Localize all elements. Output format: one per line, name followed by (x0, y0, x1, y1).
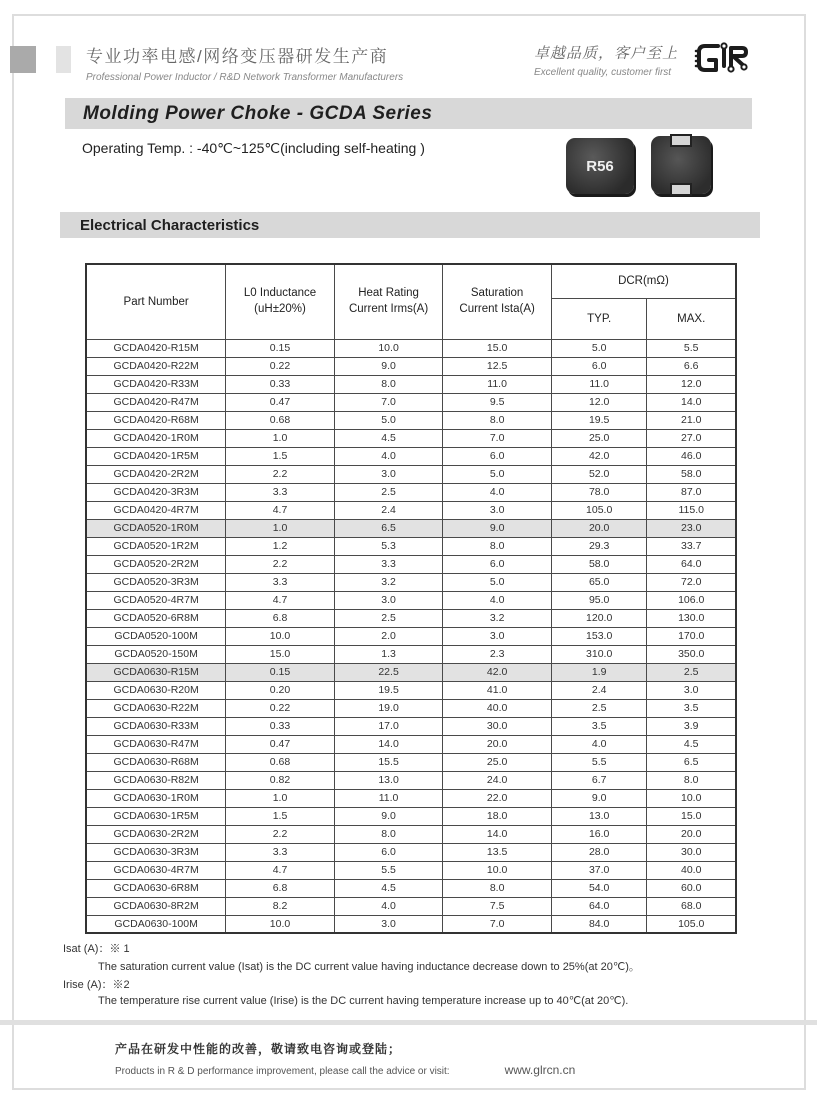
value-cell: 13.0 (334, 771, 443, 789)
part-number-cell: GCDA0420-R22M (86, 357, 226, 375)
col-header-dcr: DCR(mΩ) (551, 264, 736, 298)
value-cell: 22.5 (334, 663, 443, 681)
part-number-cell: GCDA0520-1R2M (86, 537, 226, 555)
slogan-en: Excellent quality, customer first (534, 67, 672, 78)
value-cell: 42.0 (443, 663, 552, 681)
value-cell: 16.0 (551, 825, 647, 843)
value-cell: 6.0 (334, 843, 443, 861)
value-cell: 54.0 (551, 879, 647, 897)
irise-note-label: Irise (A)：※2 (63, 979, 130, 991)
value-cell: 19.0 (334, 699, 443, 717)
table-row (86, 735, 736, 753)
value-cell: 10.0 (647, 789, 736, 807)
part-number-cell: GCDA0420-4R7M (86, 501, 226, 519)
value-cell: 1.9 (551, 663, 647, 681)
slogan (534, 42, 678, 78)
table-row (86, 609, 736, 627)
part-number-cell: GCDA0420-3R3M (86, 483, 226, 501)
col-header-saturation (443, 264, 552, 339)
part-number-cell: GCDA0630-4R7M (86, 861, 226, 879)
table-row (86, 681, 736, 699)
inductor-bottom-photo (651, 136, 711, 194)
value-cell: 14.0 (334, 735, 443, 753)
value-cell: 9.5 (443, 393, 552, 411)
value-cell: 46.0 (647, 447, 736, 465)
company-name-zh: 专业功率电感/网络变压器研发生产商 (86, 47, 389, 66)
value-cell: 4.5 (647, 735, 736, 753)
part-number-cell: GCDA0630-R82M (86, 771, 226, 789)
value-cell: 310.0 (551, 645, 647, 663)
operating-temp-text: Operating Temp. : -40℃~125℃(including self-heating ) (82, 140, 425, 156)
value-cell: 7.0 (443, 429, 552, 447)
value-cell: 130.0 (647, 609, 736, 627)
col-header-heat-rating (334, 264, 443, 339)
value-cell: 1.2 (226, 537, 335, 555)
website-link[interactable]: www.glrcn.cn (504, 1063, 576, 1077)
part-number-cell: GCDA0630-R33M (86, 717, 226, 735)
isat-note-text: The saturation current value (Isat) is the DC current value having inductance decrease down to 25%(at 20℃)。 (98, 961, 640, 973)
value-cell: 84.0 (551, 915, 647, 933)
part-number-cell: GCDA0420-1R0M (86, 429, 226, 447)
part-number-cell: GCDA0630-2R2M (86, 825, 226, 843)
value-cell: 0.15 (226, 339, 335, 357)
value-cell: 105.0 (551, 501, 647, 519)
value-cell: 4.0 (334, 447, 443, 465)
value-cell: 6.6 (647, 357, 736, 375)
value-cell: 4.7 (226, 861, 335, 879)
part-number-cell: GCDA0520-150M (86, 645, 226, 663)
value-cell: 18.0 (443, 807, 552, 825)
value-cell: 4.0 (443, 591, 552, 609)
value-cell: 8.0 (443, 879, 552, 897)
value-cell: 3.0 (647, 681, 736, 699)
value-cell: 2.5 (334, 483, 443, 501)
value-cell: 8.0 (334, 375, 443, 393)
table-row (86, 825, 736, 843)
part-number-cell: GCDA0520-3R3M (86, 573, 226, 591)
value-cell: 5.0 (334, 411, 443, 429)
irise-note-text: The temperature rise current value (Irise) is the DC current having temperature increase up to 40℃(at 20℃). (98, 995, 629, 1007)
terminal-pad (670, 183, 692, 196)
value-cell: 11.0 (443, 375, 552, 393)
col-header-sat-line1: Saturation (470, 287, 524, 300)
value-cell: 0.47 (226, 735, 335, 753)
company-logo-icon (694, 38, 750, 80)
part-number-cell: GCDA0520-6R8M (86, 609, 226, 627)
part-number-cell: GCDA0630-3R3M (86, 843, 226, 861)
table-row (86, 807, 736, 825)
value-cell: 17.0 (334, 717, 443, 735)
value-cell: 10.0 (226, 915, 335, 933)
col-header-inductance (226, 264, 335, 339)
value-cell: 23.0 (647, 519, 736, 537)
value-cell: 1.5 (226, 807, 335, 825)
part-number-cell: GCDA0420-R47M (86, 393, 226, 411)
table-row (86, 393, 736, 411)
deco-square-light (56, 46, 71, 73)
table-body (86, 339, 736, 933)
value-cell: 95.0 (551, 591, 647, 609)
value-cell: 60.0 (647, 879, 736, 897)
table-row (86, 717, 736, 735)
value-cell: 3.2 (334, 573, 443, 591)
value-cell: 15.0 (443, 339, 552, 357)
value-cell: 10.0 (443, 861, 552, 879)
section-header-bar (60, 212, 760, 238)
inductor-top-photo (566, 138, 634, 194)
inductor-marking: R56 (586, 157, 614, 175)
value-cell: 2.5 (334, 609, 443, 627)
table-row (86, 915, 736, 933)
value-cell: 3.3 (226, 483, 335, 501)
value-cell: 5.0 (443, 573, 552, 591)
value-cell: 78.0 (551, 483, 647, 501)
value-cell: 25.0 (443, 753, 552, 771)
value-cell: 64.0 (551, 897, 647, 915)
value-cell: 2.2 (226, 555, 335, 573)
part-number-cell: GCDA0420-R15M (86, 339, 226, 357)
value-cell: 5.5 (647, 339, 736, 357)
part-number-cell: GCDA0630-R47M (86, 735, 226, 753)
value-cell: 2.4 (551, 681, 647, 699)
value-cell: 3.5 (647, 699, 736, 717)
value-cell: 7.5 (443, 897, 552, 915)
value-cell: 22.0 (443, 789, 552, 807)
col-header-inductance-line2: (uH±20%) (254, 302, 306, 315)
value-cell: 8.0 (334, 825, 443, 843)
value-cell: 3.0 (443, 501, 552, 519)
value-cell: 1.0 (226, 429, 335, 447)
value-cell: 7.0 (334, 393, 443, 411)
table-row (86, 573, 736, 591)
value-cell: 28.0 (551, 843, 647, 861)
value-cell: 4.0 (551, 735, 647, 753)
value-cell: 25.0 (551, 429, 647, 447)
part-number-cell: GCDA0630-1R0M (86, 789, 226, 807)
value-cell: 2.5 (551, 699, 647, 717)
value-cell: 12.5 (443, 357, 552, 375)
table-row (86, 537, 736, 555)
value-cell: 2.2 (226, 825, 335, 843)
value-cell: 6.5 (334, 519, 443, 537)
value-cell: 115.0 (647, 501, 736, 519)
value-cell: 5.5 (551, 753, 647, 771)
value-cell: 7.0 (443, 915, 552, 933)
value-cell: 6.0 (443, 555, 552, 573)
value-cell: 10.0 (226, 627, 335, 645)
part-number-cell: GCDA0420-1R5M (86, 447, 226, 465)
value-cell: 0.33 (226, 717, 335, 735)
part-number-cell: GCDA0420-R68M (86, 411, 226, 429)
value-cell: 15.0 (647, 807, 736, 825)
value-cell: 3.3 (226, 573, 335, 591)
part-number-cell: GCDA0520-1R0M (86, 519, 226, 537)
value-cell: 33.7 (647, 537, 736, 555)
value-cell: 4.5 (334, 429, 443, 447)
value-cell: 10.0 (334, 339, 443, 357)
value-cell: 21.0 (647, 411, 736, 429)
value-cell: 27.0 (647, 429, 736, 447)
part-number-cell: GCDA0630-R68M (86, 753, 226, 771)
part-number-cell: GCDA0520-100M (86, 627, 226, 645)
value-cell: 0.20 (226, 681, 335, 699)
value-cell: 30.0 (647, 843, 736, 861)
table-row (86, 861, 736, 879)
value-cell: 24.0 (443, 771, 552, 789)
table-row (86, 591, 736, 609)
value-cell: 0.47 (226, 393, 335, 411)
value-cell: 4.7 (226, 591, 335, 609)
value-cell: 4.0 (443, 483, 552, 501)
value-cell: 11.0 (334, 789, 443, 807)
value-cell: 40.0 (647, 861, 736, 879)
value-cell: 0.68 (226, 753, 335, 771)
part-number-cell: GCDA0520-4R7M (86, 591, 226, 609)
value-cell: 6.8 (226, 609, 335, 627)
table-row (86, 789, 736, 807)
value-cell: 42.0 (551, 447, 647, 465)
value-cell: 105.0 (647, 915, 736, 933)
value-cell: 3.3 (226, 843, 335, 861)
value-cell: 1.3 (334, 645, 443, 663)
value-cell: 65.0 (551, 573, 647, 591)
part-number-cell: GCDA0420-R33M (86, 375, 226, 393)
value-cell: 153.0 (551, 627, 647, 645)
terminal-pad (670, 134, 692, 147)
value-cell: 12.0 (647, 375, 736, 393)
value-cell: 5.0 (443, 465, 552, 483)
value-cell: 3.9 (647, 717, 736, 735)
footer-text-zh: 产品在研发中性能的改善，敬请致电咨询或登陆； (115, 1042, 402, 1056)
table-row (86, 663, 736, 681)
company-name-en: Professional Power Inductor / R&D Network Transformer Manufacturers (86, 72, 404, 83)
table-row (86, 645, 736, 663)
value-cell: 15.5 (334, 753, 443, 771)
value-cell: 6.5 (647, 753, 736, 771)
value-cell: 350.0 (647, 645, 736, 663)
value-cell: 6.8 (226, 879, 335, 897)
value-cell: 170.0 (647, 627, 736, 645)
value-cell: 106.0 (647, 591, 736, 609)
value-cell: 12.0 (551, 393, 647, 411)
value-cell: 29.3 (551, 537, 647, 555)
value-cell: 5.5 (334, 861, 443, 879)
value-cell: 3.0 (443, 627, 552, 645)
page-title-bar (65, 98, 752, 129)
value-cell: 37.0 (551, 861, 647, 879)
value-cell: 9.0 (551, 789, 647, 807)
table-row (86, 879, 736, 897)
value-cell: 30.0 (443, 717, 552, 735)
table-row (86, 843, 736, 861)
value-cell: 14.0 (647, 393, 736, 411)
value-cell: 5.0 (551, 339, 647, 357)
value-cell: 64.0 (647, 555, 736, 573)
value-cell: 1.0 (226, 789, 335, 807)
company-header (86, 42, 403, 83)
value-cell: 4.7 (226, 501, 335, 519)
col-header-heat-line2: Current Irms(A) (348, 302, 429, 315)
value-cell: 52.0 (551, 465, 647, 483)
value-cell: 3.3 (334, 555, 443, 573)
table-row (86, 501, 736, 519)
value-cell: 58.0 (647, 465, 736, 483)
part-number-cell: GCDA0630-6R8M (86, 879, 226, 897)
page-title: Molding Power Choke - GCDA Series (83, 102, 433, 124)
table-row (86, 465, 736, 483)
value-cell: 3.5 (551, 717, 647, 735)
value-cell: 8.0 (443, 537, 552, 555)
value-cell: 68.0 (647, 897, 736, 915)
footer-text-en: Products in R & D performance improvement, please call the advice or visit: (115, 1066, 450, 1077)
value-cell: 3.2 (443, 609, 552, 627)
footer-divider (0, 1020, 817, 1025)
value-cell: 2.4 (334, 501, 443, 519)
value-cell: 14.0 (443, 825, 552, 843)
electrical-characteristics-table (85, 263, 737, 934)
value-cell: 41.0 (443, 681, 552, 699)
value-cell: 8.0 (647, 771, 736, 789)
value-cell: 6.0 (443, 447, 552, 465)
value-cell: 1.5 (226, 447, 335, 465)
value-cell: 0.68 (226, 411, 335, 429)
section-title: Electrical Characteristics (80, 216, 260, 234)
value-cell: 6.0 (551, 357, 647, 375)
value-cell: 15.0 (226, 645, 335, 663)
table-row (86, 339, 736, 357)
value-cell: 6.7 (551, 771, 647, 789)
footer (115, 1040, 575, 1077)
value-cell: 72.0 (647, 573, 736, 591)
value-cell: 0.82 (226, 771, 335, 789)
col-header-sat-line2: Current Ista(A) (459, 302, 535, 315)
value-cell: 19.5 (551, 411, 647, 429)
deco-square-dark (10, 46, 36, 73)
table-row (86, 555, 736, 573)
part-number-cell: GCDA0630-R15M (86, 663, 226, 681)
table-row (86, 411, 736, 429)
value-cell: 19.5 (334, 681, 443, 699)
value-cell: 4.0 (334, 897, 443, 915)
value-cell: 87.0 (647, 483, 736, 501)
value-cell: 1.0 (226, 519, 335, 537)
value-cell: 2.0 (334, 627, 443, 645)
value-cell: 0.33 (226, 375, 335, 393)
table-row (86, 447, 736, 465)
part-number-cell: GCDA0630-1R5M (86, 807, 226, 825)
value-cell: 9.0 (334, 807, 443, 825)
isat-note-label: Isat (A)：※ 1 (63, 943, 130, 955)
value-cell: 0.15 (226, 663, 335, 681)
value-cell: 0.22 (226, 357, 335, 375)
col-header-part-number: Part Number (86, 264, 226, 339)
value-cell: 8.2 (226, 897, 335, 915)
table-row (86, 699, 736, 717)
table-row (86, 375, 736, 393)
value-cell: 3.0 (334, 591, 443, 609)
value-cell: 2.2 (226, 465, 335, 483)
part-number-cell: GCDA0420-2R2M (86, 465, 226, 483)
part-number-cell: GCDA0630-R20M (86, 681, 226, 699)
table-row (86, 483, 736, 501)
table-row (86, 753, 736, 771)
value-cell: 13.5 (443, 843, 552, 861)
value-cell: 40.0 (443, 699, 552, 717)
value-cell: 120.0 (551, 609, 647, 627)
table-row (86, 519, 736, 537)
part-number-cell: GCDA0630-100M (86, 915, 226, 933)
value-cell: 0.22 (226, 699, 335, 717)
table-row (86, 897, 736, 915)
table-row (86, 429, 736, 447)
value-cell: 9.0 (334, 357, 443, 375)
col-header-max: MAX. (647, 298, 736, 339)
slogan-zh: 卓越品质，客户至上 (534, 45, 679, 62)
col-header-typ: TYP. (551, 298, 647, 339)
value-cell: 8.0 (443, 411, 552, 429)
value-cell: 20.0 (443, 735, 552, 753)
table-row (86, 627, 736, 645)
value-cell: 4.5 (334, 879, 443, 897)
value-cell: 3.0 (334, 915, 443, 933)
col-header-heat-line1: Heat Rating (358, 287, 419, 300)
part-number-cell: GCDA0630-R22M (86, 699, 226, 717)
value-cell: 11.0 (551, 375, 647, 393)
value-cell: 9.0 (443, 519, 552, 537)
value-cell: 5.3 (334, 537, 443, 555)
value-cell: 2.3 (443, 645, 552, 663)
value-cell: 20.0 (551, 519, 647, 537)
value-cell: 2.5 (647, 663, 736, 681)
part-number-cell: GCDA0520-2R2M (86, 555, 226, 573)
table-row (86, 771, 736, 789)
col-header-inductance-line1: L0 Inductance (243, 287, 317, 300)
value-cell: 13.0 (551, 807, 647, 825)
value-cell: 58.0 (551, 555, 647, 573)
part-number-cell: GCDA0630-8R2M (86, 897, 226, 915)
value-cell: 20.0 (647, 825, 736, 843)
table-row (86, 357, 736, 375)
value-cell: 3.0 (334, 465, 443, 483)
